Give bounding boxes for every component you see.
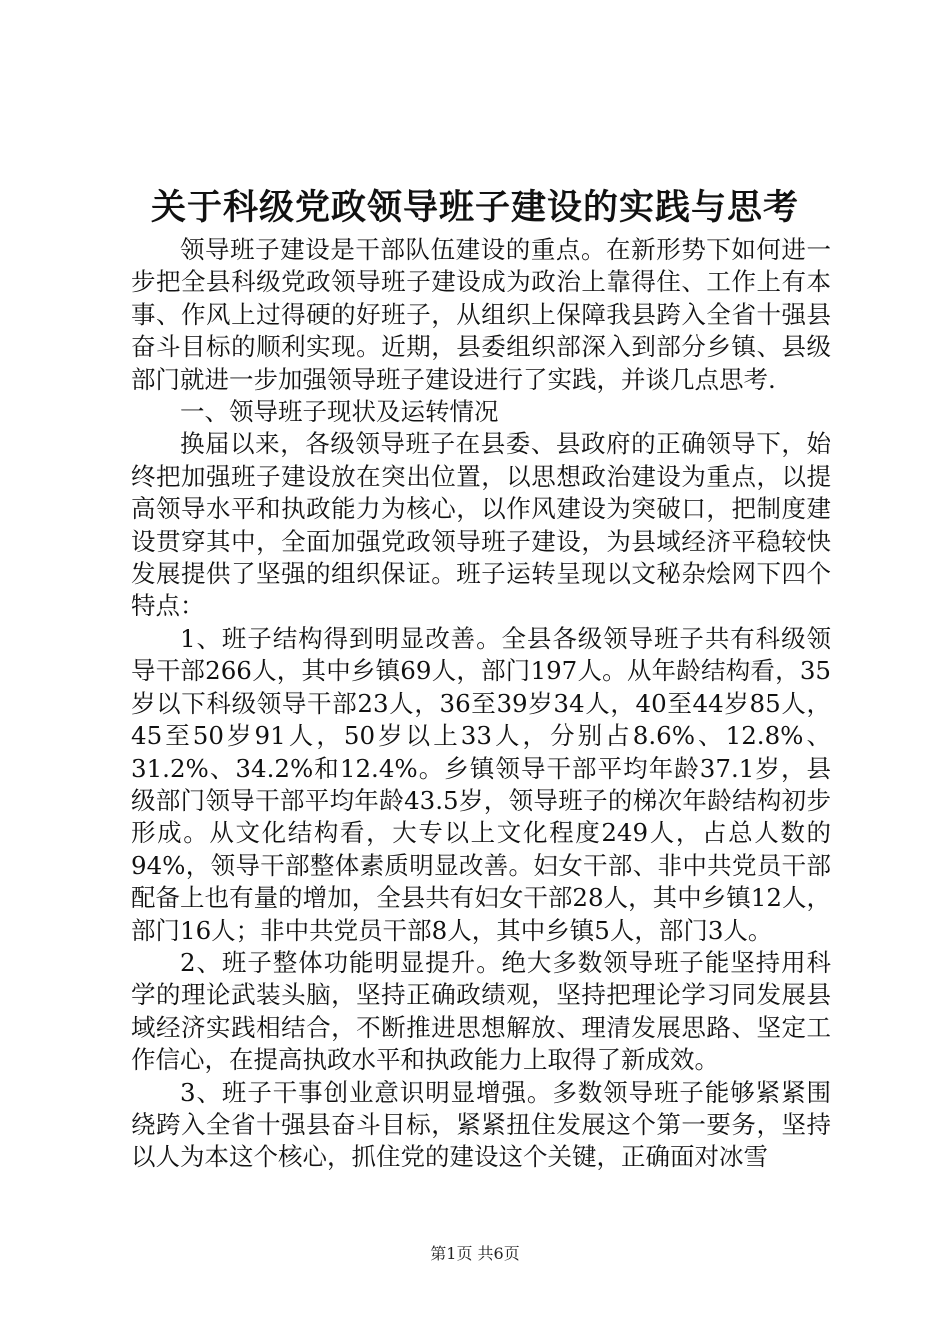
paragraph-intro: 领导班子建设是干部队伍建设的重点。在新形势下如何进一步把全县科级党政领导班子建设成为政治上靠得住、工作上有本事、作风上过得硬的好班子，从组织上保障我县跨入全省十强县奋斗目标的顺利实现。近期，县委组织部深入到部分乡镇、县级部门就进一步加强领导班子建设进行了实践，并谈几点思考.	[131, 235, 831, 394]
page-footer: 第1页 共6页	[430, 1244, 520, 1263]
paragraph-point-2: 2、班子整体功能明显提升。绝大多数领导班子能坚持用科学的理论武装头脑，坚持正确政绩观，坚持把理论学习同发展县域经济实践相结合，不断推进思想解放、理清发展思路、坚定工作信心，在提高执政水平和执政能力上取得了新成效。	[131, 947, 831, 1075]
section-heading-1: 一、领导班子现状及运转情况	[180, 397, 499, 427]
document-body	[131, 234, 831, 1174]
paragraph-overview: 换届以来，各级领导班子在县委、县政府的正确领导下，始终把加强班子建设放在突出位置，以思想政治建设为重点，以提高领导水平和执政能力为核心，以作风建设为突破口，把制度建设贯穿其中，全面加强党政领导班子建设，为县域经济平稳较快发展提供了坚强的组织保证。班子运转呈现以文秘杂烩网下四个特点：	[131, 429, 831, 621]
paragraph-point-1: 1、班子结构得到明显改善。全县各级领导班子共有科级领导干部266人，其中乡镇69人，部门197人。从年龄结构看，35岁以下科级领导干部23人，36至39岁34人，40至44岁85人，45至50岁91人，50岁以上33人，分别占8.6%、12.8%、31.2%、34.2%和12.4%。乡镇领导干部平均年龄37.1岁，县级部门领导干部平均年龄43.5岁，领导班子的梯次年龄结构初步形成。从文化结构看，大专以上文化程度249人，占总人数的94%，领导干部整体素质明显改善。妇女干部、非中共党员干部配备上也有量的增加，全县共有妇女干部28人，其中乡镇12人，部门16人；非中共党员干部8人，其中乡镇5人，部门3人。	[131, 623, 831, 945]
document-title: 关于科级党政领导班子建设的实践与思考	[150, 187, 799, 228]
paragraph-point-3: 3、班子干事创业意识明显增强。多数领导班子能够紧紧围绕跨入全省十强县奋斗目标，紧紧扭住发展这个第一要务，坚持以人为本这个核心，抓住党的建设这个关键，正确面对冰雪	[131, 1077, 831, 1172]
